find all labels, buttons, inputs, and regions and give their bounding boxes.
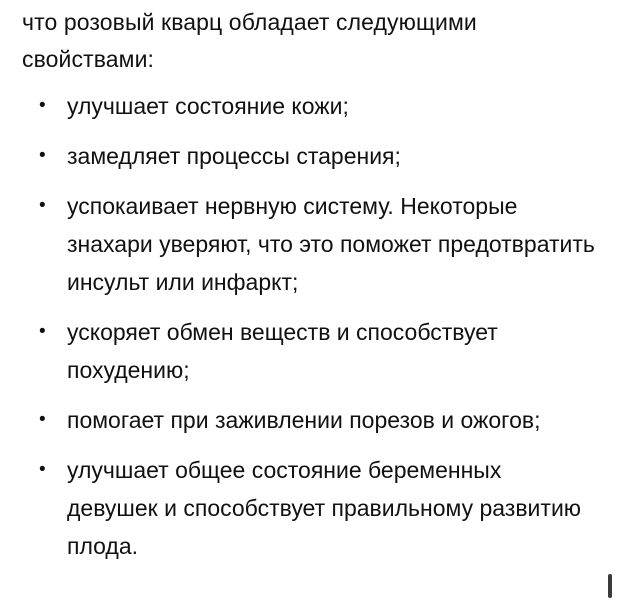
list-item	[22, 401, 597, 439]
bullet-icon: •	[39, 195, 46, 216]
list-item	[22, 187, 597, 301]
bullet-icon: •	[39, 459, 46, 480]
intro-paragraph: что розовый кварц обладает следующими свойствами:	[22, 9, 477, 72]
list-item	[22, 87, 597, 125]
list-item-text: улучшает общее состояние беременных девушек и способствует правильному развитию плода.	[67, 457, 582, 559]
list-item-text: ускоряет обмен веществ и способствует похудению;	[67, 319, 498, 383]
scrollbar-thumb[interactable]	[608, 574, 612, 598]
article-content	[22, 4, 597, 577]
bullet-icon: •	[39, 409, 46, 430]
list-item-text: помогает при заживлении порезов и ожогов;	[67, 407, 541, 433]
bullet-icon: •	[39, 145, 46, 166]
properties-list	[22, 87, 597, 565]
list-item-text: успокаивает нервную систему. Некоторые знахари уверяют, что это поможет предотвратить инсульт или инфаркт;	[67, 193, 595, 295]
bullet-icon: •	[39, 95, 46, 116]
bullet-icon: •	[39, 321, 46, 342]
list-item-text: замедляет процессы старения;	[67, 143, 401, 169]
list-item	[22, 451, 597, 565]
list-item	[22, 313, 597, 389]
list-item	[22, 137, 597, 175]
list-item-text: улучшает состояние кожи;	[67, 93, 349, 119]
